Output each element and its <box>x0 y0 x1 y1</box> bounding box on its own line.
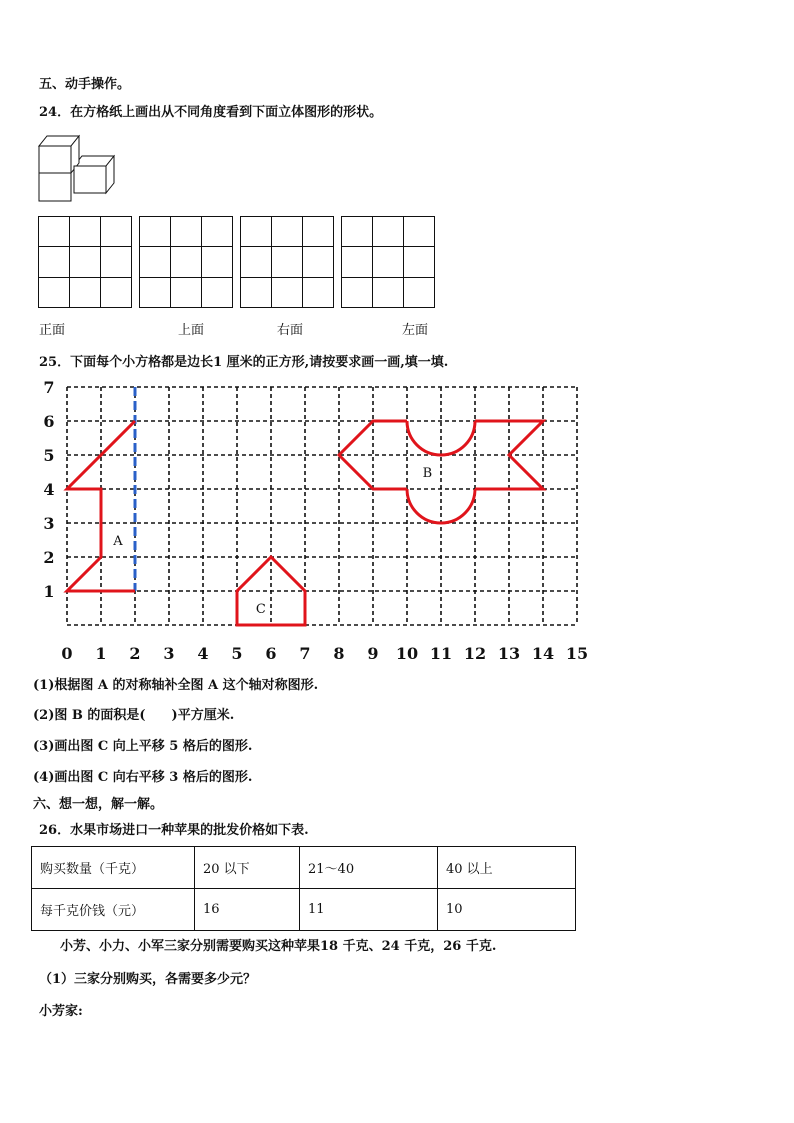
table-row <box>32 889 576 931</box>
y-tick-label: 2 <box>43 548 55 567</box>
shape-label-b: B <box>422 466 433 481</box>
view-grid-top[interactable] <box>139 216 233 308</box>
y-tick-label: 3 <box>43 514 55 533</box>
question-25-part1: (1)根据图 A 的对称轴补全图 A 这个轴对称图形. <box>33 678 319 693</box>
table-cell: 20 以下 <box>195 847 300 889</box>
section-heading: 五、动手操作。 <box>39 77 131 92</box>
view-grid-left[interactable] <box>341 216 435 308</box>
view-label-top: 上面 <box>178 323 205 338</box>
section-heading: 六、想一想，解一解。 <box>33 797 164 812</box>
question-25-part4: (4)画出图 C 向右平移 3 格后的图形. <box>33 770 253 785</box>
x-tick-label: 10 <box>395 644 419 663</box>
x-tick-label: 13 <box>497 644 521 663</box>
table-cell: 11 <box>300 889 438 931</box>
x-tick-label: 11 <box>429 644 453 663</box>
table-row <box>32 847 576 889</box>
question-24-text: 24．在方格纸上画出从不同角度看到下面立体图形的形状。 <box>39 105 383 120</box>
x-tick-label: 4 <box>197 644 209 663</box>
question-25-part3: (3)画出图 C 向上平移 5 格后的图形. <box>33 739 253 754</box>
view-grid-right[interactable] <box>240 216 334 308</box>
table-cell: 购买数量（千克） <box>32 847 195 889</box>
x-tick-label: 8 <box>333 644 345 663</box>
x-tick-label: 2 <box>129 644 141 663</box>
shape-label-c: C <box>255 602 266 617</box>
x-tick-label: 12 <box>463 644 487 663</box>
table-cell: 10 <box>438 889 576 931</box>
x-tick-label: 6 <box>265 644 277 663</box>
question-25-text: 25．下面每个小方格都是边长1 厘米的正方形,请按要求画一画,填一填. <box>39 355 449 370</box>
question-26-statement: 小芳、小力、小军三家分别需要购买这种苹果18 千克、24 千克，26 千克. <box>60 939 497 954</box>
y-tick-label: 6 <box>43 412 55 431</box>
view-label-front: 正面 <box>39 323 66 338</box>
view-label-left: 左面 <box>402 323 429 338</box>
x-tick-label: 7 <box>299 644 311 663</box>
question-25-part2: (2)图 B 的面积是( )平方厘米. <box>33 708 235 723</box>
y-tick-label: 7 <box>43 378 55 397</box>
x-tick-label: 1 <box>95 644 107 663</box>
x-tick-label: 0 <box>61 644 73 663</box>
x-tick-label: 14 <box>531 644 555 663</box>
question-26-text: 26．水果市场进口一种苹果的批发价格如下表. <box>39 823 309 838</box>
x-tick-label: 3 <box>163 644 175 663</box>
view-grid-front[interactable] <box>38 216 132 308</box>
shape-label-a: A <box>113 534 123 549</box>
price-table <box>31 846 576 931</box>
x-tick-label: 15 <box>565 644 589 663</box>
table-cell: 16 <box>195 889 300 931</box>
x-tick-label: 5 <box>231 644 243 663</box>
cube-figure <box>30 130 120 210</box>
coordinate-grid <box>0 375 794 665</box>
y-tick-label: 1 <box>43 582 55 601</box>
question-26-sub1: （1）三家分别购买，各需要多少元？ <box>39 972 257 987</box>
table-cell: 每千克价钱（元） <box>32 889 195 931</box>
view-label-right: 右面 <box>277 323 304 338</box>
y-tick-label: 4 <box>43 480 55 499</box>
table-cell: 21～40 <box>300 847 438 889</box>
x-tick-label: 9 <box>367 644 379 663</box>
table-cell: 40 以上 <box>438 847 576 889</box>
y-tick-label: 5 <box>43 446 55 465</box>
answer-label: 小芳家: <box>39 1004 83 1019</box>
